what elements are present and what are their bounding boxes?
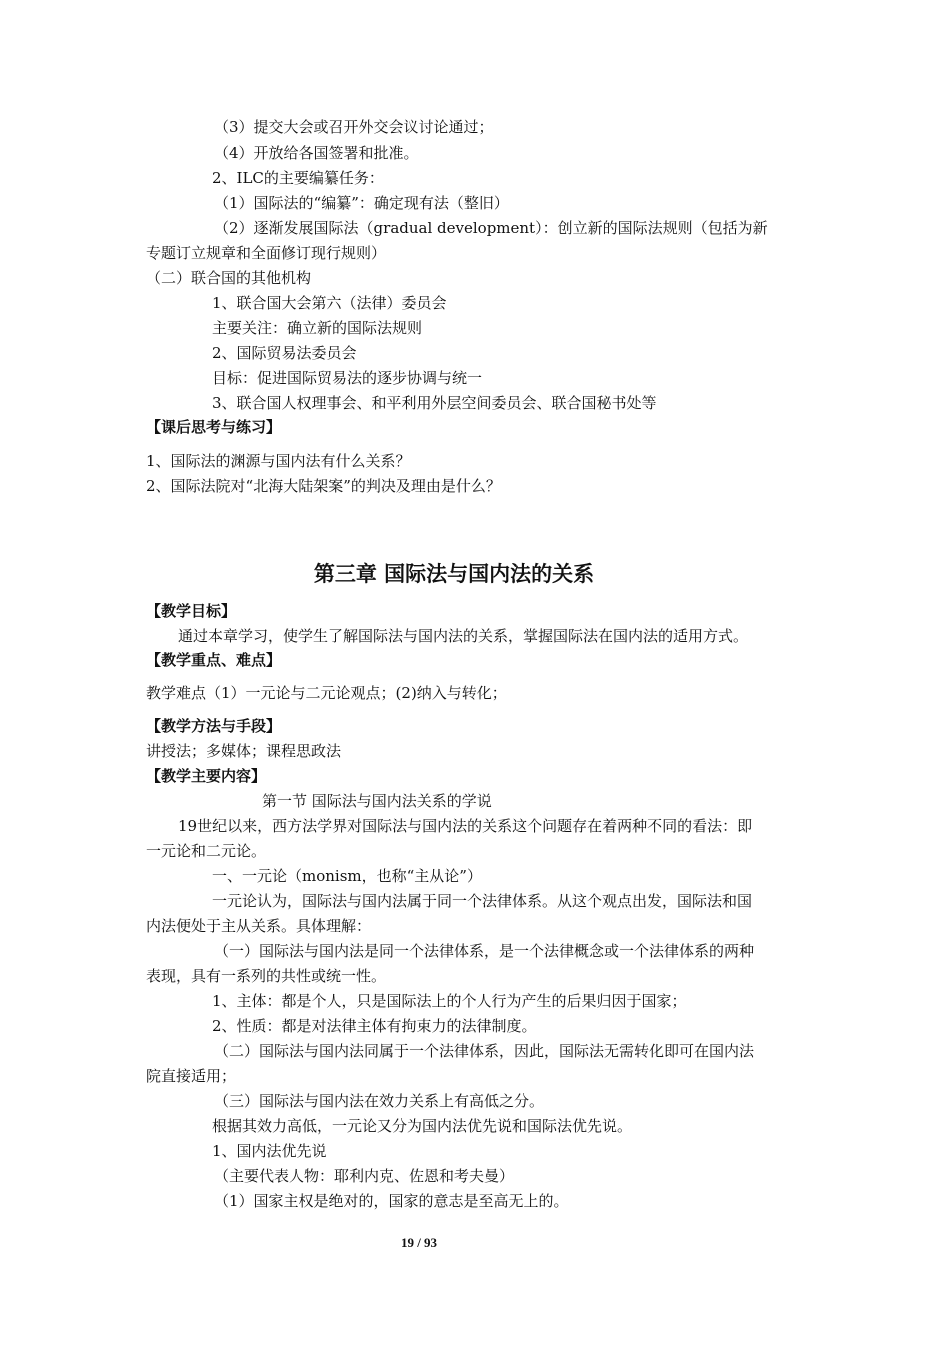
content-heading: 【教学主要内容】: [146, 767, 267, 785]
text-line: （4）开放给各国签署和批准。: [214, 144, 419, 162]
exercise-question: 1、国际法的渊源与国内法有什么关系？: [146, 452, 411, 470]
paragraph-line: 院直接适用；: [146, 1067, 237, 1085]
paragraph-line: （主要代表人物：耶利内克、佐恩和考夫曼）: [214, 1167, 515, 1185]
goal-heading: 【教学目标】: [146, 602, 237, 620]
section-title: 第一节 国际法与国内法关系的学说: [262, 792, 492, 810]
exercise-question: 2、国际法院对“北海大陆架案”的判决及理由是什么？: [146, 477, 501, 495]
paragraph-line: 内法便处于主从关系。具体理解：: [146, 917, 372, 935]
paragraph-line: （1）国家主权是绝对的，国家的意志是至高无上的。: [214, 1192, 569, 1210]
paragraph-line: 1、主体：都是个人，只是国际法上的个人行为产生的后果归因于国家；: [212, 992, 687, 1010]
paragraph-line: 2、性质：都是对法律主体有拘束力的法律制度。: [212, 1017, 537, 1035]
paragraph-line: （二）国际法与国内法同属于一个法律体系，因此，国际法无需转化即可在国内法: [214, 1042, 755, 1060]
text-line: （3）提交大会或召开外交会议讨论通过；: [214, 118, 494, 136]
paragraph-line: （三）国际法与国内法在效力关系上有高低之分。: [214, 1092, 545, 1110]
exercises-heading: 【课后思考与练习】: [146, 418, 282, 436]
paragraph-line: 19世纪以来，西方法学界对国际法与国内法的关系这个问题存在着两种不同的看法：即: [178, 817, 753, 835]
paragraph-line: 表现，具有一系列的共性或统一性。: [146, 967, 387, 985]
text-line: （2）逐渐发展国际法（gradual development）：创立新的国际法规则（包括为新: [214, 219, 768, 237]
text-line: 1、联合国大会第六（法律）委员会: [212, 294, 447, 312]
goal-text: 通过本章学习，使学生了解国际法与国内法的关系，掌握国际法在国内法的适用方式。: [178, 627, 749, 645]
key-text: 教学难点（1）一元论与二元论观点；(2)纳入与转化；: [146, 684, 507, 702]
text-line: 3、联合国人权理事会、和平利用外层空间委员会、联合国秘书处等: [212, 394, 657, 412]
subsection-heading: （二）联合国的其他机构: [146, 269, 312, 287]
text-line: 主要关注：确立新的国际法规则: [212, 319, 423, 337]
text-line: （1）国际法的“编纂”：确定现有法（整旧）: [214, 194, 509, 212]
paragraph-line: 1、国内法优先说: [212, 1142, 327, 1160]
method-heading: 【教学方法与手段】: [146, 717, 282, 735]
paragraph-line: （一）国际法与国内法是同一个法律体系，是一个法律概念或一个法律体系的两种: [214, 942, 755, 960]
text-line: 专题订立规章和全面修订现行规则）: [146, 244, 387, 262]
paragraph-line: 一、一元论（monism，也称“主从论”）: [212, 867, 482, 885]
paragraph-line: 根据其效力高低，一元论又分为国内法优先说和国际法优先说。: [212, 1117, 633, 1135]
method-text: 讲授法；多媒体；课程思政法: [146, 742, 342, 760]
page-number: 19 / 93: [400, 1235, 438, 1250]
text-line: 2、ILC的主要编纂任务：: [212, 169, 384, 187]
chapter-title: 第三章 国际法与国内法的关系: [313, 562, 595, 586]
text-line: 2、国际贸易法委员会: [212, 344, 357, 362]
key-heading: 【教学重点、难点】: [146, 651, 282, 669]
paragraph-line: 一元论和二元论。: [146, 842, 267, 860]
paragraph-line: 一元论认为，国际法与国内法属于同一个法律体系。从这个观点出发，国际法和国: [212, 892, 753, 910]
text-line: 目标：促进国际贸易法的逐步协调与统一: [212, 369, 483, 387]
